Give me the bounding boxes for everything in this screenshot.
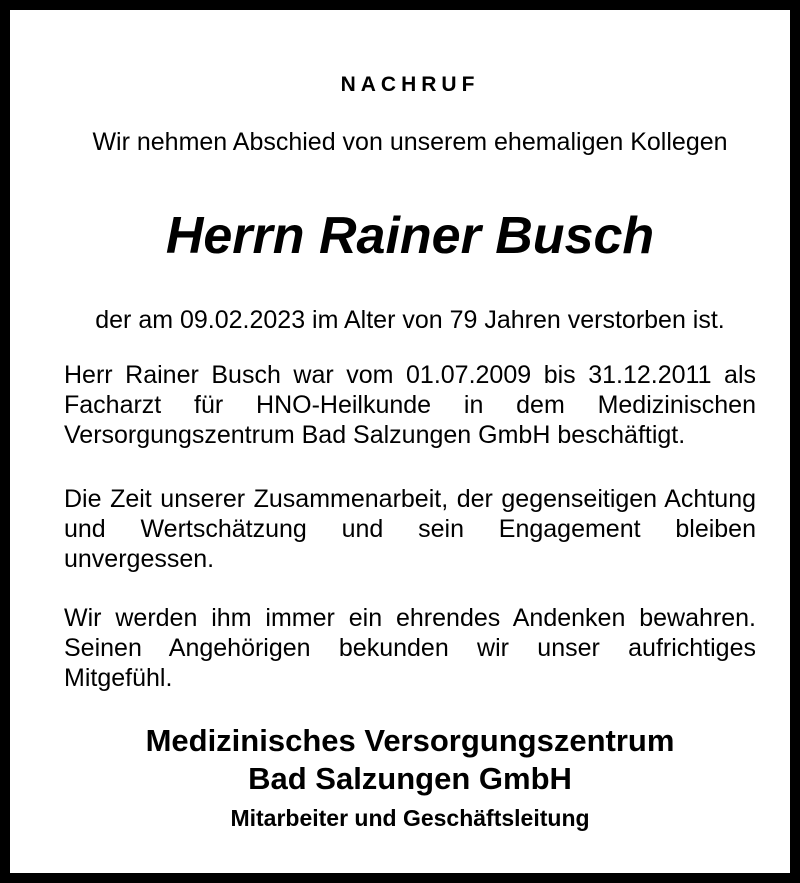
deceased-name: Herrn Rainer Busch: [165, 207, 655, 265]
obituary-heading: NACHRUF: [340, 73, 480, 96]
death-date-line: der am 09.02.2023 im Alter von 79 Jahren verstorben ist.: [95, 306, 725, 334]
signatory-line: Mitarbeiter und Geschäftsleitung: [230, 805, 590, 831]
memory-paragraph: Wir werden ihm immer ein ehrendes Andenken bewahren. Seinen Angehörigen bekunden wir unser aufrichtiges Mitgefühl.: [64, 604, 756, 692]
intro-line: Wir nehmen Abschied von unserem ehemaligen Kollegen: [92, 128, 728, 156]
organization-name-line1: Medizinisches Versorgungszentrum: [145, 723, 675, 758]
employment-paragraph: Herr Rainer Busch war vom 01.07.2009 bis 31.12.2011 als Facharzt für HNO-Heilkunde in dem Medizinischen Versorgungszentrum Bad Salzungen GmbH beschäftigt.: [64, 361, 756, 449]
organization-name-line2: Bad Salzungen GmbH: [248, 761, 572, 796]
collaboration-paragraph: Die Zeit unserer Zusammenarbeit, der gegenseitigen Achtung und Wertschätzung und sein Engagement bleiben unvergessen.: [64, 485, 756, 573]
